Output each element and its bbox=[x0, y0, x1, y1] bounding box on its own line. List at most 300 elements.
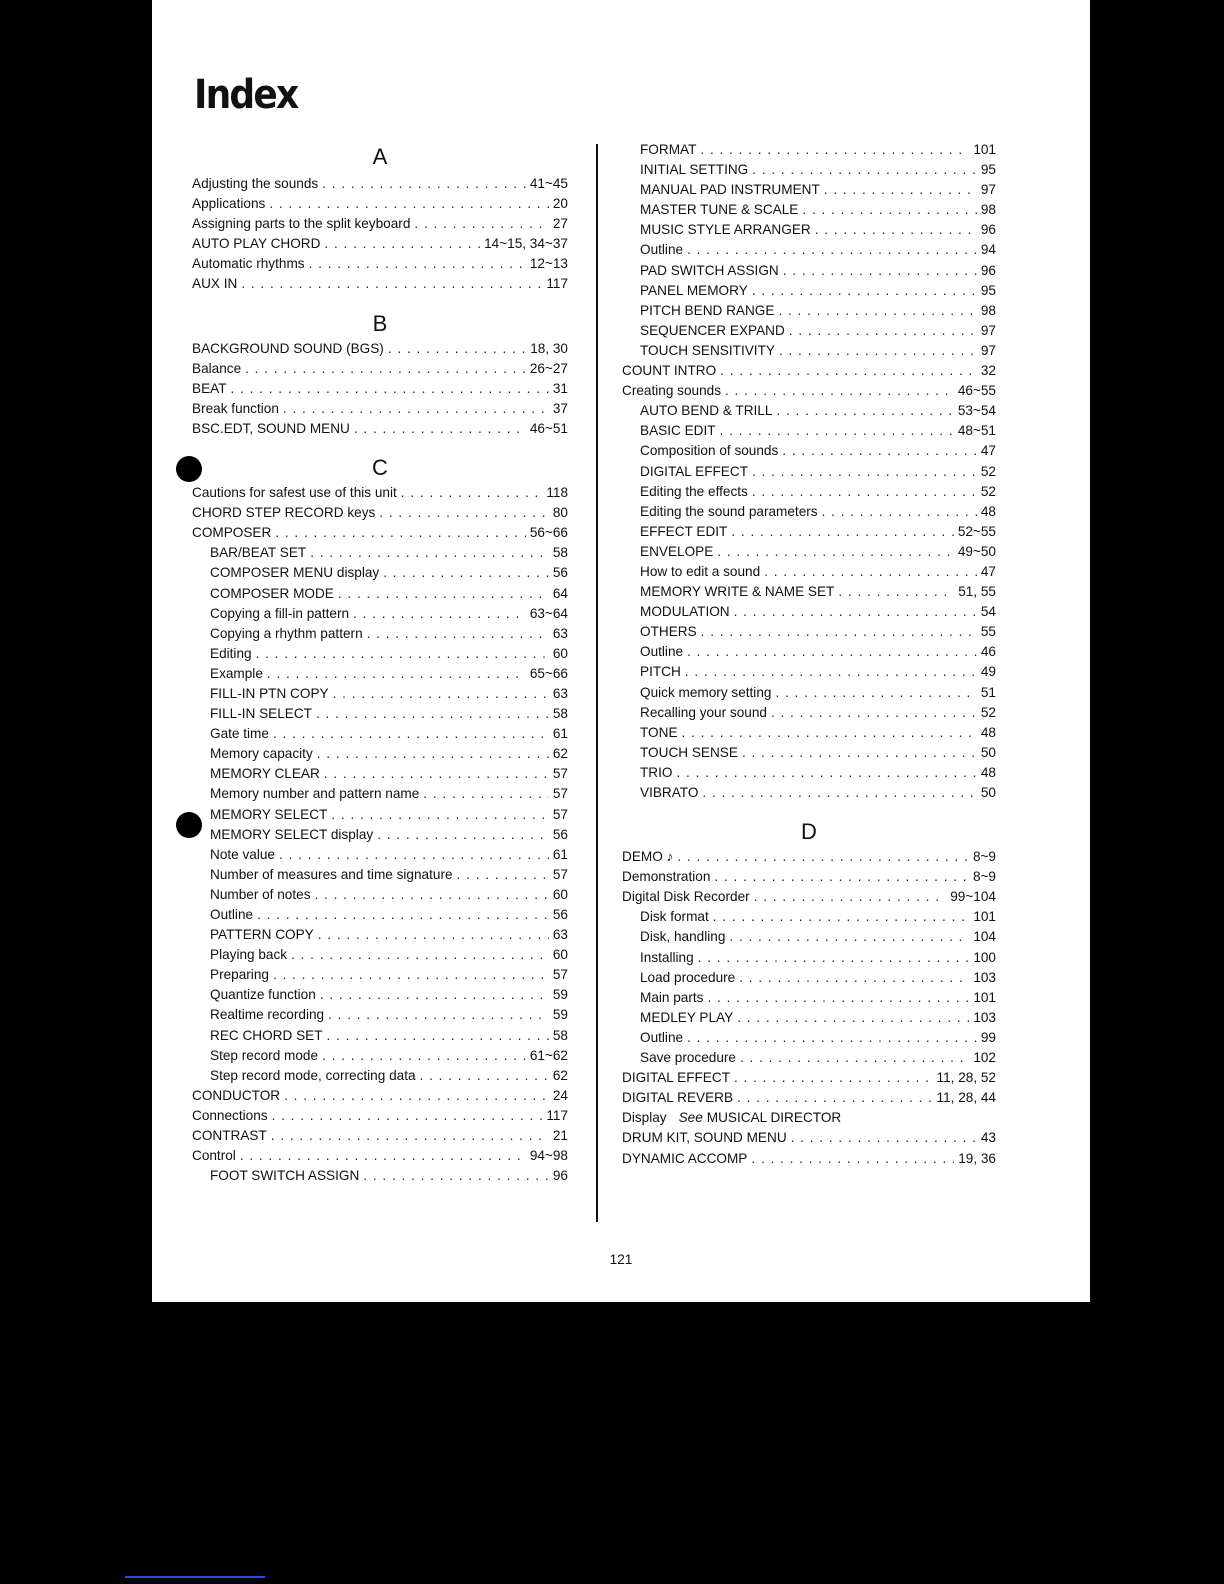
dot-leader bbox=[379, 503, 549, 523]
entry-pages: 96 bbox=[980, 222, 996, 238]
entry-term: BSC.EDT, SOUND MENU bbox=[192, 420, 350, 436]
entry-pages: 94 bbox=[980, 242, 996, 258]
index-subentry bbox=[622, 321, 996, 341]
entry-term: MANUAL PAD INSTRUMENT bbox=[640, 182, 820, 198]
entry-term: DIGITAL EFFECT bbox=[622, 1070, 730, 1086]
entry-pages: 43 bbox=[980, 1130, 996, 1146]
dot-leader bbox=[701, 622, 977, 642]
dot-leader bbox=[771, 703, 977, 723]
entry-pages: 58 bbox=[552, 706, 568, 722]
entry-term: Outline bbox=[210, 907, 254, 922]
entry-pages: 46~51 bbox=[529, 420, 568, 436]
index-entry bbox=[622, 847, 996, 867]
entry-pages: 63 bbox=[552, 927, 568, 943]
entry-term: Example bbox=[210, 665, 263, 681]
dot-leader bbox=[731, 522, 953, 542]
index-entry bbox=[192, 419, 568, 439]
entry-pages: 97 bbox=[980, 342, 996, 358]
dot-leader bbox=[783, 261, 977, 281]
dot-leader bbox=[327, 1026, 549, 1046]
entry-pages: 60 bbox=[552, 645, 568, 661]
dot-leader bbox=[677, 847, 969, 867]
dot-leader bbox=[776, 401, 953, 421]
entry-pages: 56~66 bbox=[529, 525, 568, 541]
index-entry bbox=[192, 399, 568, 419]
dot-leader bbox=[725, 381, 954, 401]
entry-term: Quick memory setting bbox=[640, 684, 772, 700]
entry-pages: 59 bbox=[552, 1007, 568, 1023]
entry-pages: 65~66 bbox=[529, 665, 568, 681]
entry-pages: 64 bbox=[552, 585, 568, 601]
dot-leader bbox=[824, 180, 977, 200]
entry-pages: 12~13 bbox=[529, 256, 568, 272]
entry-term: AUTO PLAY CHORD bbox=[192, 236, 321, 252]
entry-term: Number of measures and time signature bbox=[210, 866, 453, 882]
dot-leader bbox=[353, 604, 526, 624]
entry-term: Editing bbox=[210, 645, 252, 661]
entry-term: Display bbox=[622, 1110, 667, 1126]
index-subentry bbox=[622, 968, 996, 988]
index-entry bbox=[622, 887, 996, 907]
entry-term: BASIC EDIT bbox=[640, 423, 716, 439]
index-entry bbox=[622, 1088, 996, 1108]
dot-leader bbox=[707, 988, 969, 1008]
entry-term: Playing back bbox=[210, 947, 288, 963]
entry-pages: 11, 28, 44 bbox=[936, 1090, 996, 1106]
dot-leader bbox=[838, 582, 954, 602]
entry-term: Step record mode, correcting data bbox=[210, 1067, 416, 1083]
index-subentry bbox=[192, 1026, 568, 1046]
entry-term: INITIAL SETTING bbox=[640, 162, 749, 178]
entry-pages: 94~98 bbox=[529, 1148, 568, 1164]
entry-pages: 98 bbox=[980, 302, 996, 318]
dot-leader bbox=[354, 419, 526, 439]
entry-term: Automatic rhythms bbox=[192, 256, 305, 272]
index-subentry bbox=[622, 743, 996, 763]
entry-pages: 62 bbox=[552, 746, 568, 762]
entry-pages: 52 bbox=[980, 483, 996, 499]
entry-pages: 55 bbox=[980, 624, 996, 640]
dot-leader bbox=[713, 907, 970, 927]
dot-leader bbox=[316, 704, 549, 724]
entry-term: Disk, handling bbox=[640, 929, 726, 945]
index-subentry bbox=[622, 602, 996, 622]
dot-leader bbox=[267, 664, 526, 684]
index-subentry bbox=[622, 763, 996, 783]
entry-pages: 52 bbox=[980, 463, 996, 479]
index-subentry bbox=[192, 563, 568, 583]
section-letter: A bbox=[372, 144, 388, 169]
index-subentry bbox=[192, 1046, 568, 1066]
entry-pages: 31 bbox=[552, 380, 568, 396]
index-subentry bbox=[622, 662, 996, 682]
entry-term: PAD SWITCH ASSIGN bbox=[640, 262, 779, 278]
entry-term: TOUCH SENSE bbox=[640, 744, 738, 760]
index-entry bbox=[192, 254, 568, 274]
index-subentry bbox=[622, 462, 996, 482]
entry-term: MEDLEY PLAY bbox=[640, 1009, 734, 1025]
index-entry bbox=[622, 361, 996, 381]
entry-term: Outline bbox=[640, 1029, 684, 1045]
index-subentry bbox=[622, 220, 996, 240]
entry-pages: 50 bbox=[980, 744, 996, 760]
entry-pages: 20 bbox=[552, 196, 568, 212]
index-subentry bbox=[622, 1028, 996, 1048]
entry-pages: 58 bbox=[552, 1027, 568, 1043]
entry-pages: 53~54 bbox=[957, 403, 996, 419]
entry-term: Number of notes bbox=[210, 886, 311, 902]
entry-term: Editing the sound parameters bbox=[640, 503, 818, 519]
dot-leader bbox=[324, 764, 549, 784]
dot-leader bbox=[457, 865, 549, 885]
dot-leader bbox=[363, 1166, 549, 1186]
dot-leader bbox=[737, 1088, 932, 1108]
dot-leader bbox=[256, 644, 549, 664]
page-title: Index bbox=[194, 72, 298, 118]
entry-term: BAR/BEAT SET bbox=[210, 545, 307, 561]
entry-term: Break function bbox=[192, 400, 279, 416]
entry-term: Demonstration bbox=[622, 869, 711, 885]
entry-pages: 37 bbox=[552, 400, 568, 416]
index-subentry bbox=[192, 1166, 568, 1186]
index-subentry bbox=[192, 704, 568, 724]
dot-leader bbox=[423, 784, 549, 804]
entry-term: Note value bbox=[210, 846, 275, 862]
entry-term: FOOT SWITCH ASSIGN bbox=[210, 1168, 360, 1184]
dot-leader bbox=[245, 359, 526, 379]
entry-pages: 96 bbox=[980, 262, 996, 278]
entry-pages: 61 bbox=[552, 726, 568, 742]
index-subentry bbox=[622, 683, 996, 703]
dot-leader bbox=[310, 543, 549, 563]
entry-term: AUX IN bbox=[192, 276, 238, 292]
index-subentry bbox=[622, 948, 996, 968]
entry-term: COMPOSER bbox=[192, 525, 272, 541]
entry-term: Quantize function bbox=[210, 987, 316, 1003]
entry-pages: 18, 30 bbox=[530, 340, 568, 356]
dot-leader bbox=[318, 925, 549, 945]
index-entry bbox=[192, 174, 568, 194]
entry-term: OTHERS bbox=[640, 624, 697, 640]
dot-leader bbox=[324, 234, 480, 254]
entry-pages: 58 bbox=[552, 545, 568, 561]
entry-pages: 95 bbox=[980, 282, 996, 298]
index-entry bbox=[192, 194, 568, 214]
dot-leader bbox=[729, 927, 969, 947]
index-subentry bbox=[192, 1066, 568, 1086]
dot-leader bbox=[739, 968, 969, 988]
bottom-link-underline bbox=[125, 1576, 265, 1578]
dot-leader bbox=[687, 1028, 977, 1048]
index-subentry bbox=[622, 542, 996, 562]
entry-pages: 99~104 bbox=[950, 889, 996, 905]
index-subentry bbox=[192, 784, 568, 804]
column-divider bbox=[596, 144, 598, 1222]
entry-term: DIGITAL REVERB bbox=[622, 1090, 734, 1106]
index-entry bbox=[192, 503, 568, 523]
index-entry bbox=[192, 234, 568, 254]
dot-leader bbox=[752, 482, 977, 502]
dot-leader bbox=[775, 683, 976, 703]
index-subentry bbox=[622, 421, 996, 441]
entry-pages: 32 bbox=[980, 363, 996, 379]
page-number: 121 bbox=[609, 1252, 633, 1267]
entry-term: Recalling your sound bbox=[640, 704, 767, 720]
entry-term: Copying a rhythm pattern bbox=[210, 625, 363, 641]
index-entry bbox=[192, 523, 568, 543]
entry-term: FILL-IN SELECT bbox=[210, 706, 312, 722]
index-entry bbox=[622, 1108, 996, 1128]
dot-leader bbox=[420, 1066, 549, 1086]
dot-leader bbox=[273, 724, 549, 744]
index-subentry bbox=[622, 140, 996, 160]
entry-pages: 63~64 bbox=[529, 605, 568, 621]
dot-leader bbox=[269, 194, 549, 214]
entry-pages: 46~55 bbox=[957, 383, 996, 399]
entry-term: Creating sounds bbox=[622, 383, 721, 399]
index-subentry bbox=[192, 925, 568, 945]
entry-pages: 47 bbox=[980, 563, 996, 579]
entry-pages: 103 bbox=[973, 1009, 996, 1025]
index-subentry bbox=[192, 543, 568, 563]
entry-term: Memory capacity bbox=[210, 746, 313, 762]
dot-leader bbox=[751, 1149, 954, 1169]
dot-leader bbox=[802, 200, 976, 220]
index-entry bbox=[622, 1128, 996, 1148]
entry-term: Control bbox=[192, 1148, 236, 1164]
dot-leader bbox=[284, 1086, 549, 1106]
entry-term: Installing bbox=[640, 949, 694, 965]
entry-term: COMPOSER MENU display bbox=[210, 565, 380, 581]
entry-term: PITCH BEND RANGE bbox=[640, 302, 775, 318]
index-entry bbox=[622, 1068, 996, 1088]
dot-leader bbox=[682, 723, 977, 743]
entry-term: PANEL MEMORY bbox=[640, 282, 748, 298]
dot-leader bbox=[317, 744, 549, 764]
dot-leader bbox=[241, 274, 542, 294]
index-entry bbox=[192, 1106, 568, 1126]
dot-leader bbox=[752, 281, 977, 301]
entry-pages: 97 bbox=[980, 182, 996, 198]
dot-leader bbox=[273, 965, 549, 985]
entry-term: Digital Disk Recorder bbox=[622, 889, 750, 905]
entry-pages: 21 bbox=[552, 1128, 568, 1144]
entry-pages: 57 bbox=[552, 786, 568, 802]
entry-term: Realtime recording bbox=[210, 1007, 325, 1023]
entry-pages: 48~51 bbox=[957, 423, 996, 439]
index-subentry bbox=[192, 905, 568, 925]
section-gap bbox=[192, 439, 568, 453]
section-letter: C bbox=[372, 455, 388, 481]
see-reference-target: MUSICAL DIRECTOR bbox=[706, 1110, 842, 1126]
entry-pages: 101 bbox=[973, 989, 996, 1005]
binder-hole bbox=[176, 812, 202, 838]
dot-leader bbox=[377, 825, 549, 845]
entry-pages: 61~62 bbox=[529, 1047, 568, 1063]
entry-pages: 60 bbox=[552, 947, 568, 963]
entry-pages: 48 bbox=[980, 724, 996, 740]
entry-term: MUSIC STYLE ARRANGER bbox=[640, 222, 811, 238]
index-entry bbox=[192, 1126, 568, 1146]
entry-pages: 51, 55 bbox=[958, 584, 996, 600]
index-page bbox=[152, 0, 1090, 1302]
entry-term: TOUCH SENSITIVITY bbox=[640, 342, 775, 358]
dot-leader bbox=[720, 421, 954, 441]
entry-pages: 26~27 bbox=[529, 360, 568, 376]
dot-leader bbox=[367, 624, 549, 644]
entry-term: EFFECT EDIT bbox=[640, 523, 728, 539]
entry-pages: 41~45 bbox=[529, 176, 568, 191]
index-subentry bbox=[192, 744, 568, 764]
index-subentry bbox=[622, 927, 996, 947]
entry-term: PATTERN COPY bbox=[210, 927, 314, 943]
index-subentry bbox=[622, 341, 996, 361]
index-subentry bbox=[192, 624, 568, 644]
entry-term: SEQUENCER EXPAND bbox=[640, 322, 785, 338]
index-entry bbox=[192, 339, 568, 359]
index-entry bbox=[622, 1149, 996, 1169]
index-subentry bbox=[622, 522, 996, 542]
entry-term: CONTRAST bbox=[192, 1128, 267, 1144]
dot-leader bbox=[388, 339, 526, 359]
index-entry bbox=[192, 1146, 568, 1166]
entry-pages: 101 bbox=[973, 142, 996, 157]
dot-leader bbox=[283, 399, 549, 419]
entry-pages: 60 bbox=[552, 886, 568, 902]
dot-leader bbox=[782, 441, 977, 461]
entry-pages: 97 bbox=[980, 322, 996, 338]
dot-leader bbox=[698, 948, 970, 968]
entry-term: REC CHORD SET bbox=[210, 1027, 323, 1043]
index-subentry bbox=[192, 825, 568, 845]
index-subentry bbox=[622, 1008, 996, 1028]
entry-term: Balance bbox=[192, 360, 242, 376]
entry-term: ENVELOPE bbox=[640, 543, 714, 559]
dot-leader bbox=[714, 867, 969, 887]
entry-term: COMPOSER MODE bbox=[210, 585, 334, 601]
entry-term: MASTER TUNE & SCALE bbox=[640, 202, 799, 218]
entry-pages: 57 bbox=[552, 766, 568, 782]
entry-term: TONE bbox=[640, 724, 678, 740]
binder-hole bbox=[176, 456, 202, 482]
index-subentry bbox=[192, 764, 568, 784]
entry-term: Cautions for safest use of this unit bbox=[192, 485, 397, 501]
entry-pages: 14~15, 34~37 bbox=[484, 236, 568, 252]
index-subentry bbox=[622, 502, 996, 522]
index-subentry bbox=[192, 965, 568, 985]
index-column-right bbox=[622, 140, 996, 1169]
index-subentry bbox=[622, 160, 996, 180]
dot-leader bbox=[279, 845, 549, 865]
section-letter: B bbox=[372, 310, 388, 336]
index-subentry bbox=[192, 584, 568, 604]
dot-leader bbox=[791, 1128, 977, 1148]
dot-leader bbox=[231, 379, 549, 399]
entry-term: How to edit a sound bbox=[640, 563, 761, 579]
entry-term: Main parts bbox=[640, 989, 704, 1005]
entry-pages: 118 bbox=[546, 485, 568, 501]
index-subentry bbox=[192, 865, 568, 885]
entry-pages: 57 bbox=[552, 806, 568, 822]
entry-term: TRIO bbox=[640, 764, 673, 780]
index-column-left bbox=[192, 140, 568, 1186]
dot-leader bbox=[315, 885, 549, 905]
entry-pages: 24 bbox=[552, 1087, 568, 1103]
entry-term: Memory number and pattern name bbox=[210, 786, 420, 802]
index-subentry bbox=[622, 723, 996, 743]
dot-leader bbox=[333, 684, 549, 704]
entry-term: VIBRATO bbox=[640, 785, 699, 800]
section-letter: D bbox=[801, 819, 817, 845]
entry-pages: 100 bbox=[973, 949, 996, 965]
entry-pages: 52 bbox=[980, 704, 996, 720]
entry-term: CHORD STEP RECORD keys bbox=[192, 505, 376, 521]
entry-pages: 117 bbox=[546, 1107, 568, 1123]
entry-pages: 46 bbox=[980, 644, 996, 660]
entry-term: Preparing bbox=[210, 967, 269, 983]
entry-term: Outline bbox=[640, 644, 684, 660]
entry-pages: 57 bbox=[552, 866, 568, 882]
dot-leader bbox=[789, 321, 977, 341]
index-subentry bbox=[192, 604, 568, 624]
entry-pages: 51 bbox=[980, 684, 996, 700]
index-subentry bbox=[622, 441, 996, 461]
entry-term: FILL-IN PTN COPY bbox=[210, 685, 329, 701]
entry-term: DIGITAL EFFECT bbox=[640, 463, 748, 479]
dot-leader bbox=[676, 763, 976, 783]
index-subentry bbox=[622, 281, 996, 301]
dot-leader bbox=[702, 783, 976, 803]
dot-leader bbox=[700, 140, 969, 160]
entry-pages: 80 bbox=[552, 505, 568, 521]
dot-leader bbox=[240, 1146, 526, 1166]
index-subentry bbox=[622, 783, 996, 803]
entry-pages: 57 bbox=[552, 967, 568, 983]
entry-term: Gate time bbox=[210, 726, 269, 742]
dot-leader bbox=[322, 1046, 526, 1066]
index-subentry bbox=[192, 664, 568, 684]
entry-term: Copying a fill-in pattern bbox=[210, 605, 350, 621]
index-subentry bbox=[192, 724, 568, 744]
dot-leader bbox=[687, 642, 977, 662]
entry-term: Load procedure bbox=[640, 969, 736, 985]
dot-leader bbox=[687, 240, 977, 260]
index-entry bbox=[192, 214, 568, 234]
dot-leader bbox=[779, 341, 977, 361]
index-subentry bbox=[622, 301, 996, 321]
entry-term: AUTO BEND & TRILL bbox=[640, 403, 773, 419]
index-entry bbox=[192, 483, 568, 503]
dot-leader bbox=[778, 301, 976, 321]
entry-pages: 63 bbox=[552, 685, 568, 701]
index-subentry bbox=[622, 703, 996, 723]
entry-term: FORMAT bbox=[640, 142, 697, 157]
entry-term: PITCH bbox=[640, 664, 681, 680]
dot-leader bbox=[383, 563, 549, 583]
entry-pages: 52~55 bbox=[957, 523, 996, 539]
dot-leader bbox=[822, 502, 977, 522]
entry-pages: 56 bbox=[552, 907, 568, 922]
entry-term: MEMORY CLEAR bbox=[210, 766, 320, 782]
index-subentry bbox=[192, 684, 568, 704]
index-subentry bbox=[192, 945, 568, 965]
index-subentry bbox=[622, 482, 996, 502]
dot-leader bbox=[717, 542, 954, 562]
index-subentry bbox=[622, 622, 996, 642]
dot-leader bbox=[752, 462, 977, 482]
index-subentry bbox=[192, 1005, 568, 1025]
index-subentry bbox=[622, 261, 996, 281]
